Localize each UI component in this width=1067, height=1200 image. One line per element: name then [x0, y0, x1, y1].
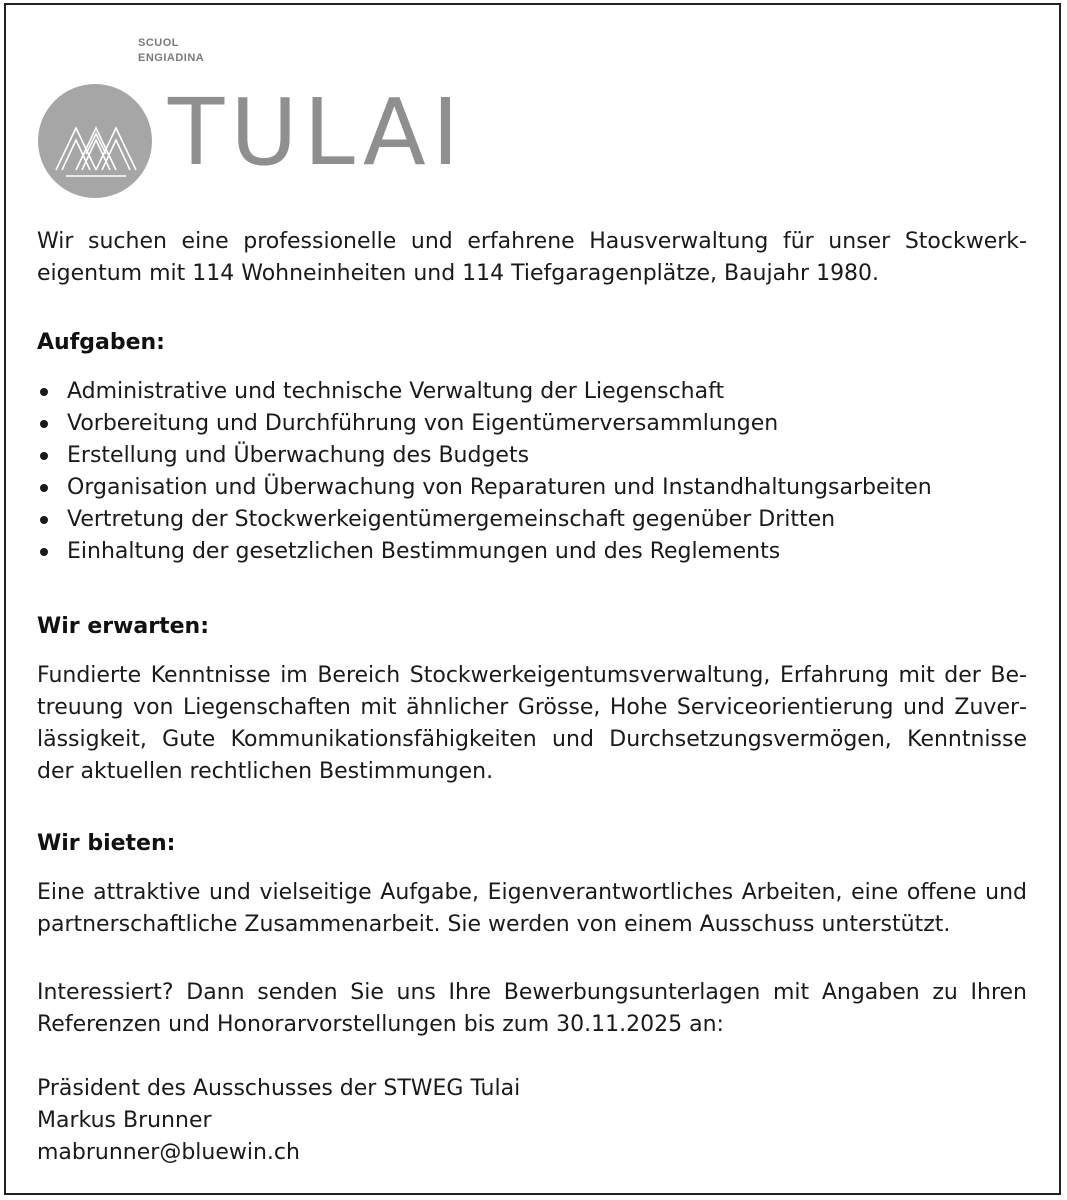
list-item-text: Administrative und technische Verwaltung der Liegenschaft [67, 379, 725, 404]
logo-wordmark: TULAI [168, 79, 465, 186]
list-item [37, 472, 932, 504]
call-to-action: Interessiert? Dann senden Sie uns Ihre Bewerbungsunterlagen mit Angaben zu Ihren Referenzen und Honorarvorstellungen bis zum 30.11.2025 an: [37, 980, 1027, 1037]
list-item-text: Erstellung und Überwachung des Budgets [67, 443, 530, 468]
contact-block [37, 1073, 520, 1169]
list-item [37, 504, 932, 536]
mountain-logo-icon [38, 84, 152, 198]
logo-location [138, 36, 204, 66]
logo-line-engiadina: ENGIADINA [138, 52, 205, 64]
list-item [37, 440, 932, 472]
contact-role: Präsident des Ausschusses der STWEG Tulai [37, 1076, 521, 1101]
list-item-text: Organisation und Überwachung von Reparaturen und Instandhaltungsarbeiten [67, 475, 932, 500]
aufgaben-list [37, 376, 932, 568]
heading-wir-bieten: Wir bieten: [37, 831, 176, 856]
erwarten-paragraph: Fundierte Kenntnisse im Bereich Stockwerkeigentumsverwaltung, Erfahrung mit der Betreuung von Liegenschaften mit ähnlicher Grösse, Hohe Serviceorientierung und Zuverlässigkeit, Gute Kommunikationsfähigkeiten und Durchsetzungsvermögen, Kenntnisse der aktuellen rechtlichen Bestimmungen. [37, 663, 1027, 784]
list-item [37, 536, 932, 568]
bullet-icon [40, 516, 48, 524]
bullet-icon [40, 548, 48, 556]
list-item-text: Vertretung der Stockwerkeigentümergemeinschaft gegenüber Dritten [67, 507, 836, 532]
heading-aufgaben: Aufgaben: [37, 330, 165, 355]
list-item [37, 376, 932, 408]
intro-paragraph: Wir suchen eine professionelle und erfahrene Hausverwaltung für unser Stockwerkeigentum mit 114 Wohneinheiten und 114 Tiefgaragenplätze, Baujahr 1980. [37, 229, 1027, 286]
list-item-text: Vorbereitung und Durchführung von Eigentümerversammlungen [67, 411, 779, 436]
heading-wir-erwarten: Wir erwarten: [37, 614, 210, 639]
tulai-logo [38, 36, 465, 186]
list-item-text: Einhaltung der gesetzlichen Bestimmungen und des Reglements [67, 539, 781, 564]
bullet-icon [40, 388, 48, 396]
logo-line-scuol: SCUOL [138, 37, 179, 49]
bullet-icon [40, 420, 48, 428]
bullet-icon [40, 484, 48, 492]
list-item [37, 408, 932, 440]
contact-email[interactable]: mabrunner@bluewin.ch [37, 1140, 300, 1165]
bullet-icon [40, 452, 48, 460]
contact-name: Markus Brunner [37, 1108, 212, 1133]
bieten-paragraph: Eine attraktive und vielseitige Aufgabe, Eigenverantwortliches Arbeiten, eine offene und partnerschaftliche Zusammenarbeit. Sie werden von einem Ausschuss unterstützt. [37, 880, 1027, 937]
